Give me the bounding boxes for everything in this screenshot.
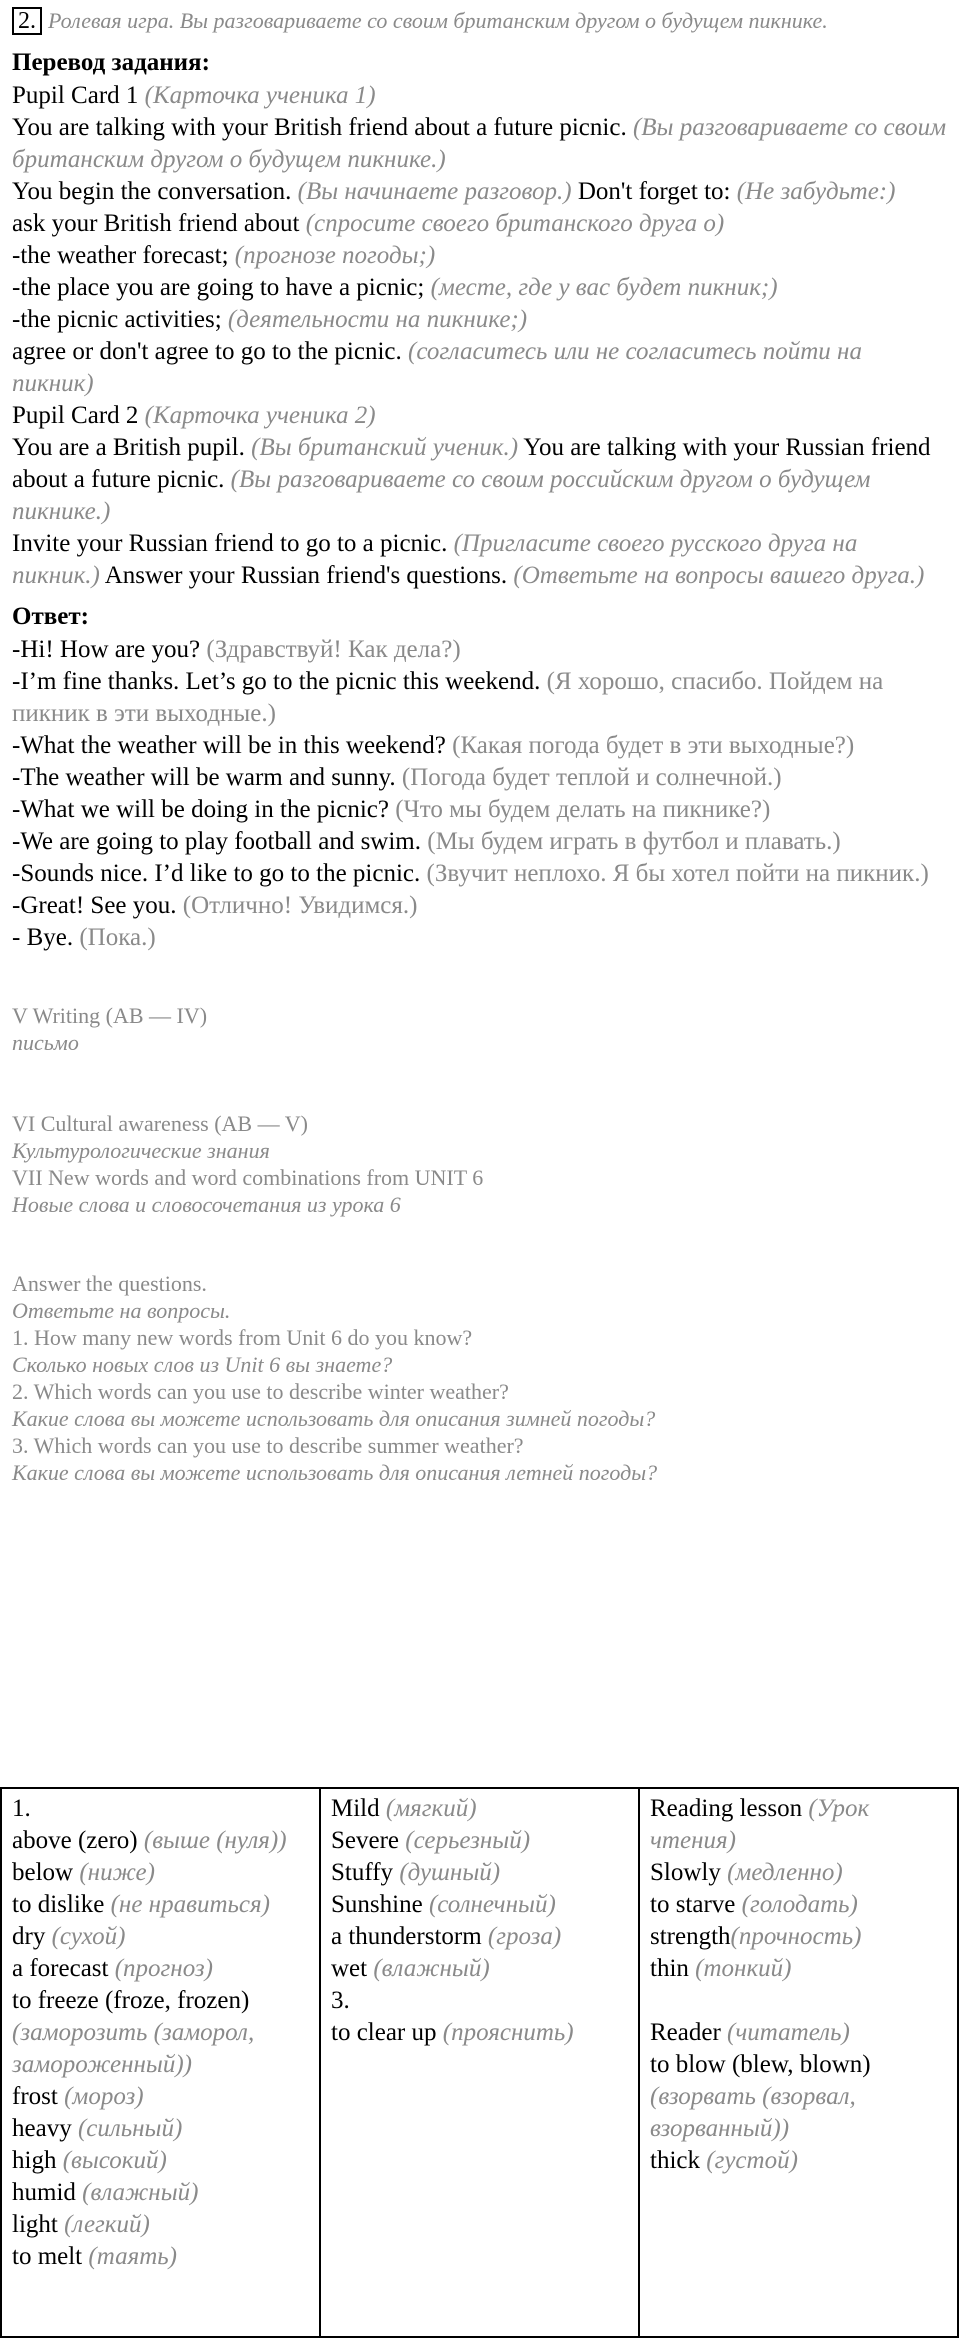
vocab-entry [650,1985,947,2017]
answer-body [12,634,948,954]
task-number: 2. [12,7,42,35]
russian-translation: (Отлично! Увидимся.) [182,892,418,919]
vocab-entry [12,2177,309,2209]
english-text: heavy [12,2115,78,2142]
english-text: - Bye. [12,924,80,951]
writing-section-title: V Writing (AB — IV) [12,1003,208,1028]
russian-translation: (Ответьте на вопросы вашего друга.) [513,562,925,589]
dialogue-line [12,826,948,858]
question-item: 3. Which words can you use to describe summer weather? [12,1433,524,1458]
vocabulary-table [0,1787,959,2338]
russian-translation: (заморозить (заморол, замороженный)) [12,2019,255,2078]
english-text: to blow (blew, blown) [650,2051,871,2078]
english-text: Don't forget to: [571,178,737,205]
russian-translation: (Карточка ученика 1) [144,82,376,109]
russian-translation: (мороз) [64,2083,144,2110]
dialogue-line [12,634,948,666]
translation-line [12,208,948,240]
translation-line [12,400,948,432]
english-text: agree or don't agree to go to the picnic. [12,338,409,365]
english-text: -Great! See you. [12,892,183,919]
translation-line [12,336,948,400]
english-text: Reader [650,2019,728,2046]
russian-translation: (прояснить) [442,2019,574,2046]
vocab-column-3 [639,1788,958,2337]
vocab-entry [12,1985,309,2081]
vocab-entry [12,2241,309,2273]
russian-translation: (мягкий) [385,1795,477,1822]
english-text: Severe [331,1827,406,1854]
task-instruction: Ролевая игра. Вы разговариваете со своим британским другом о будущем пикнике. [48,8,828,33]
english-text: -We are going to play football and swim. [12,828,428,855]
russian-translation: (Звучит неплохо. Я бы хотел пойти на пикник.) [426,860,929,887]
english-text: You are talking with your Russian friend about a future picnic. [12,434,931,493]
new-words-section-title: VII New words and word combinations from UNIT 6 [12,1165,484,1190]
russian-translation: (спросите своего британского друга о) [305,210,725,237]
english-text: -Hi! How are you? [12,636,207,663]
questions-list [12,1324,948,1486]
russian-translation: (серьезный) [405,1827,531,1854]
vocab-entry [12,1857,309,1889]
questions-title: Answer the questions. [12,1271,207,1296]
vocab-entry [12,1921,309,1953]
vocab-entry [12,2145,309,2177]
vocab-entry [650,1921,947,1953]
english-text: -Sounds nice. I’d like to go to the picnic. [12,860,427,887]
russian-translation: (Вы разговариваете со своим российским другом о будущем пикнике.) [12,466,871,525]
table-row [1,1788,958,2337]
english-text: Answer your Russian friend's questions. [99,562,514,589]
english-text: -What the weather will be in this weekend? [12,732,453,759]
russian-translation: (Вы британский ученик.) [251,434,519,461]
russian-translation: (выше (нуля)) [143,1827,287,1854]
russian-translation: (Что мы будем делать на пикнике?) [395,796,771,823]
english-text: -The weather will be warm and sunny. [12,764,402,791]
translation-line [12,112,948,176]
russian-translation: (Я хорошо, спасибо. Пойдем на пикник в эти выходные.) [12,668,884,727]
russian-translation: (влажный) [82,2179,199,2206]
english-text: to melt [12,2243,89,2270]
dialogue-line [12,922,948,954]
russian-translation: (взорвать (взорвал, взорванный)) [650,2083,856,2142]
translation-line [12,176,948,208]
dialogue-line [12,730,948,762]
russian-translation: (Карточка ученика 2) [144,402,376,429]
russian-translation: (читатель) [727,2019,850,2046]
vocab-entry [331,1793,628,1825]
dialogue-line [12,666,948,730]
document-page [12,0,948,1486]
english-text: to dislike [12,1891,111,1918]
vocab-entry [650,2049,947,2145]
russian-translation: (Какая погода будет в эти выходные?) [452,732,855,759]
russian-translation: (согласитесь или не согласитесь пойти на пикник) [12,338,862,397]
english-text: Pupil Card 2 [12,402,145,429]
english-text: to clear up [331,2019,443,2046]
vocab-entry [331,1953,628,1985]
english-text: -I’m fine thanks. Let’s go to the picnic this weekend. [12,668,547,695]
question-item: 2. Which words can you use to describe winter weather? [12,1379,509,1404]
english-text: dry [12,1923,52,1950]
vocab-entry [650,1953,947,1985]
vocab-entry [650,2017,947,2049]
russian-translation: (солнечный) [428,1891,556,1918]
vocab-entry [331,1857,628,1889]
english-text: strength [650,1923,731,1950]
russian-translation: (Вы начинаете разговор.) [297,178,572,205]
russian-translation: (густой) [706,2147,798,2174]
english-text: a thunderstorm [331,1923,488,1950]
english-text: 3. [331,1987,350,2014]
dialogue-line [12,858,948,890]
vocab-entry [331,1985,628,2017]
english-text: ask your British friend about [12,210,306,237]
vocab-entry [331,1921,628,1953]
vocab-entry [12,2081,309,2113]
russian-translation: (медленно) [727,1859,843,1886]
english-text: Stuffy [331,1859,400,1886]
vocab-entry [331,1825,628,1857]
russian-translation: (голодать) [741,1891,858,1918]
english-text: -the picnic activities; [12,306,228,333]
russian-translation: (таять) [88,2243,177,2270]
question-translation: Какие слова вы можете использовать для описания летней погоды? [12,1460,658,1485]
russian-translation: (влажный) [373,1955,490,1982]
vocab-column-2 [320,1788,639,2337]
russian-translation: (прогнозе погоды;) [234,242,436,269]
english-text: high [12,2147,63,2174]
english-text: Slowly [650,1859,728,1886]
vocab-entry [650,1857,947,1889]
translation-line [12,272,948,304]
russian-translation: (Пригласите своего русского друга на пикник.) [12,530,858,589]
cultural-section-title: VI Cultural awareness (AB — V) [12,1111,308,1136]
vocab-entry [12,1825,309,1857]
questions-subtitle: Ответьте на вопросы. [12,1298,231,1323]
vocab-entry [331,2017,628,2049]
english-text: -the place you are going to have a picnic; [12,274,431,301]
vocab-entry [12,1793,309,1825]
vocab-entry [650,1793,947,1857]
russian-translation: (прочность) [730,1923,862,1950]
english-text: Mild [331,1795,386,1822]
english-text: Pupil Card 1 [12,82,145,109]
writing-section-subtitle: письмо [12,1030,79,1055]
english-text: Reading lesson [650,1795,809,1822]
english-text: thin [650,1955,696,1982]
english-text: You are talking with your British friend about a future picnic. [12,114,633,141]
vocab-column-1 [1,1788,320,2337]
english-text: light [12,2211,65,2238]
dialogue-line [12,794,948,826]
vocab-entry [650,1889,947,1921]
vocab-entry [12,2113,309,2145]
task-header [12,6,948,36]
new-words-section-subtitle: Новые слова и словосочетания из урока 6 [12,1192,401,1217]
translation-body [12,80,948,592]
question-item: 1. How many new words from Unit 6 do you know? [12,1325,473,1350]
english-text: Sunshine [331,1891,429,1918]
russian-translation: (Вы разговариваете со своим британским другом о будущем пикнике.) [12,114,947,173]
dialogue-line [12,762,948,794]
english-text: -What we will be doing in the picnic? [12,796,396,823]
english-text: to freeze (froze, frozen) [12,1987,250,2014]
english-text: You begin the conversation. [12,178,298,205]
russian-translation: (Пока.) [79,924,156,951]
russian-translation: (Погода будет теплой и солнечной.) [401,764,782,791]
russian-translation: (тонкий) [695,1955,792,1982]
question-translation: Сколько новых слов из Unit 6 вы знаете? [12,1352,393,1377]
english-text: frost [12,2083,65,2110]
russian-translation: (сухой) [51,1923,126,1950]
vocab-entry [12,1889,309,1921]
translation-line [12,528,948,592]
answer-title: Ответ: [12,603,89,630]
english-text: thick [650,2147,707,2174]
russian-translation: (Не забудьте:) [736,178,896,205]
translation-line [12,432,948,528]
russian-translation: (Урок чтения) [650,1795,870,1854]
english-text: You are a British pupil. [12,434,252,461]
russian-translation: (деятельности на пикнике;) [227,306,528,333]
translation-line [12,240,948,272]
vocab-entry [650,2145,947,2177]
russian-translation: (не нравиться) [110,1891,270,1918]
vocab-entry [331,1889,628,1921]
russian-translation: (Здравствуй! Как дела?) [206,636,461,663]
russian-translation: (душный) [399,1859,501,1886]
vocab-entry [12,1953,309,1985]
english-text: -the weather forecast; [12,242,235,269]
vocab-entry [12,2209,309,2241]
english-text: below [12,1859,80,1886]
cultural-section-subtitle: Культурологические знания [12,1138,270,1163]
english-text: wet [331,1955,374,1982]
question-translation: Какие слова вы можете использовать для описания зимней погоды? [12,1406,656,1431]
translation-line [12,80,948,112]
russian-translation: (месте, где у вас будет пикник;) [430,274,778,301]
russian-translation: (сильный) [77,2115,183,2142]
english-text: 1. [12,1795,31,1822]
english-text: to starve [650,1891,742,1918]
english-text: Invite your Russian friend to go to a picnic. [12,530,454,557]
english-text: humid [12,2179,83,2206]
russian-translation: (легкий) [64,2211,150,2238]
translation-title: Перевод задания: [12,49,210,76]
dialogue-line [12,890,948,922]
english-text: a forecast [12,1955,115,1982]
russian-translation: (ниже) [79,1859,155,1886]
russian-translation: (прогноз) [114,1955,213,1982]
russian-translation: (высокий) [62,2147,167,2174]
russian-translation: (Мы будем играть в футбол и плавать.) [427,828,841,855]
english-text: above (zero) [12,1827,144,1854]
russian-translation: (гроза) [487,1923,562,1950]
translation-line [12,304,948,336]
